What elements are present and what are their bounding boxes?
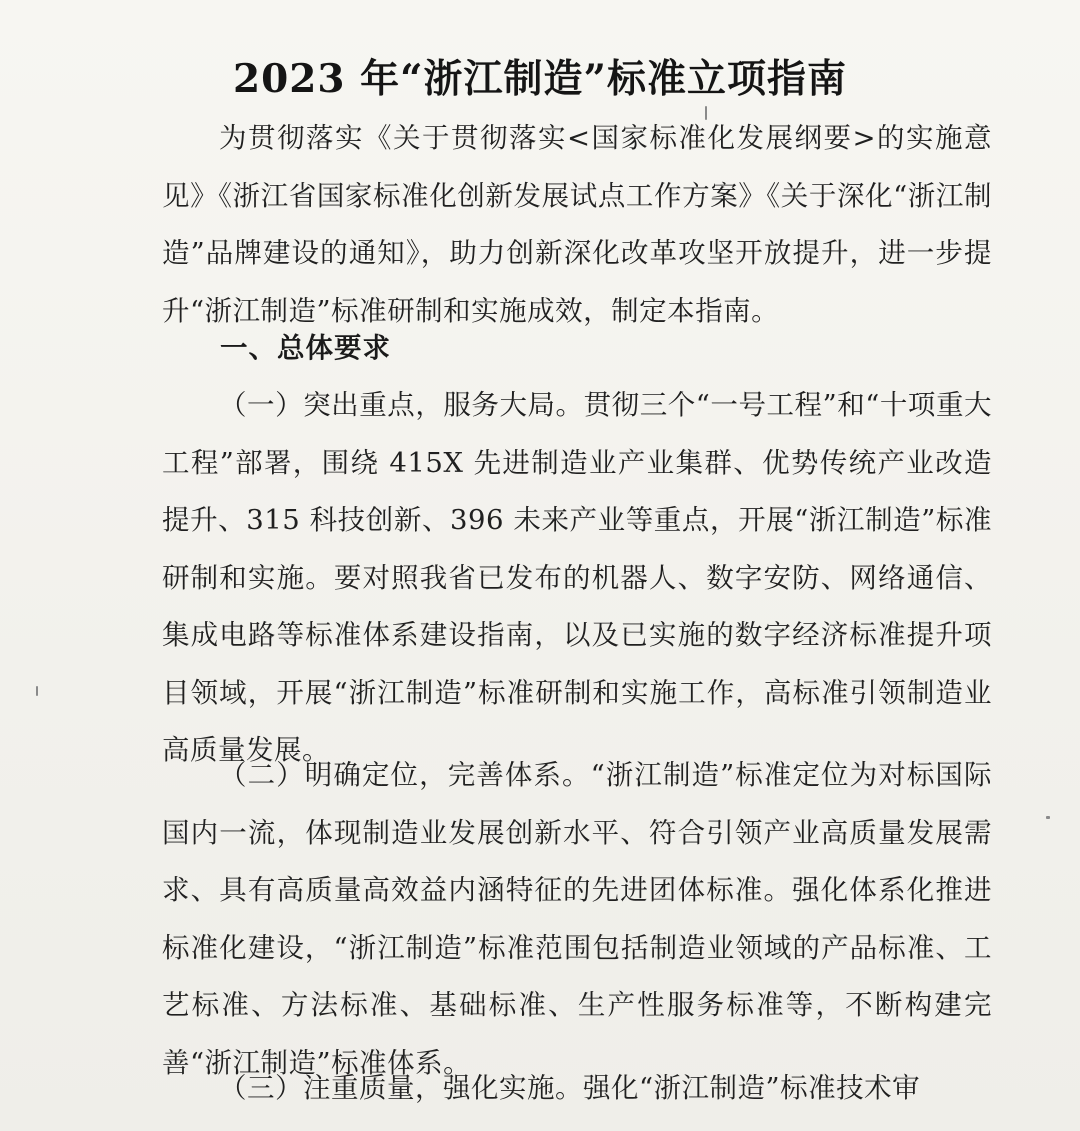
section-heading-general-requirements: 一、总体要求 [220, 332, 391, 364]
item-3-paragraph: （三）注重质量，强化实施。强化“浙江制造”标准技术审 [219, 1072, 921, 1104]
intro-paragraph: 为贯彻落实《关于贯彻落实<国家标准化发展纲要>的实施意见》《浙江省国家标准化创新发展试点工作方案》《关于深化“浙江制造”品牌建设的通知》，助力创新深化改革攻坚开放提升，进一步提升“浙江制造”标准研制和实施成效，制定本指南。 [162, 122, 992, 327]
document-title: 2023 年“浙江制造”标准立项指南 [233, 56, 847, 103]
scan-speck-mark [705, 106, 707, 120]
scan-speck-mark [1046, 816, 1050, 819]
scan-speck-mark [36, 686, 38, 696]
item-2-paragraph: （二）明确定位，完善体系。“浙江制造”标准定位为对标国际国内一流，体现制造业发展创新水平、符合引领产业高质量发展需求、具有高质量高效益内涵特征的先进团体标准。强化体系化推进标准化建设，“浙江制造”标准范围包括制造业领域的产品标准、工艺标准、方法标准、基础标准、生产性服务标准等，不断构建完善“浙江制造”标准体系。 [162, 759, 992, 1079]
item-1-paragraph: （一）突出重点，服务大局。贯彻三个“一号工程”和“十项重大工程”部署，围绕 415X 先进制造业产业集群、优势传统产业改造提升、315 科技创新、396 未来产业等重点，开展“浙江制造”标准研制和实施。要对照我省已发布的机器人、数字安防、网络通信、集成电路等标准体系建设指南，以及已实施的数字经济标准提升项目领域，开展“浙江制造”标准研制和实施工作，高标准引领制造业高质量发展。 [162, 389, 992, 766]
